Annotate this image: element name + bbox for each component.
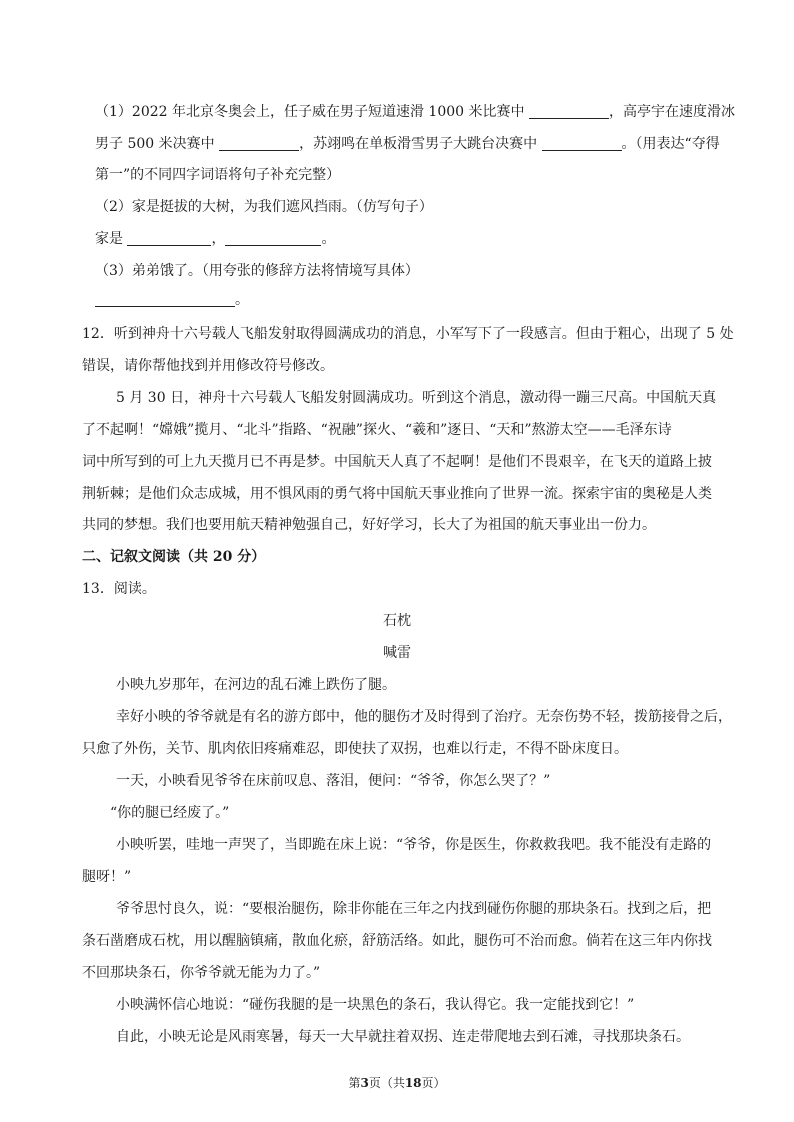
- answer-blank-5[interactable]: [225, 231, 321, 246]
- answer-blank-2[interactable]: [219, 136, 299, 151]
- story-line: 小映满怀信心地说：“碰伤我腿的是一块黑色的条石，我认得它。我一定能找到它！”: [116, 997, 635, 1013]
- q11-part1-text-d: ，苏翊鸣在单板滑雪男子大跳台决赛中: [299, 136, 542, 152]
- q12-passage-line: 了不起啊！“嫦娥”揽月、“北斗”指路、“祝融”探火、“羲和”逐日、“天和”熬游太空——毛泽东诗: [82, 422, 672, 438]
- q11-part1-text-e: 。（用表达“夺得: [621, 136, 720, 152]
- page-footer: [0, 1075, 794, 1092]
- story-author: 喊雷: [383, 645, 411, 661]
- story-line: 只愈了外伤，关节、肌肉依旧疼痛难忍，即使扶了双拐，也难以行走，不得不卧床度日。: [82, 741, 628, 757]
- story-line: 条石凿磨成石枕，用以醒脑镇痛，散血化瘀，舒筋活络。如此，腿伤可不治而愈。倘若在这三年内你找: [82, 933, 712, 949]
- q11-part2-text-c: 。: [321, 231, 336, 247]
- answer-blank-1[interactable]: [529, 104, 609, 119]
- answer-blank-3[interactable]: [542, 136, 622, 151]
- q12-passage-line: 5 月 30 日，神舟十六号载人飞船发射圆满成功。听到这个消息，激动得一蹦三尺高。中国航天真: [116, 390, 717, 406]
- q11-part2-text-a: 家是: [95, 231, 128, 247]
- q11-part2-prompt: （2）家是挺拔的大树，为我们遮风挡雨。（仿写句子）: [95, 199, 433, 215]
- q12-passage-line: 共同的梦想。我们也要用航天精神勉强自己，好好学习，长大了为祖国的航天事业出一份力。: [82, 517, 656, 533]
- q11-part3-end: 。: [235, 292, 249, 308]
- footer-total-pages: 18: [404, 1076, 422, 1090]
- story-line: 小映九岁那年，在河边的乱石滩上跌伤了腿。: [116, 677, 396, 693]
- story-line: “你的腿已经废了。”: [110, 805, 230, 821]
- story-line: 一天，小映看见爷爷在床前叹息、落泪，便问：“爷爷，你怎么哭了？”: [116, 773, 551, 789]
- q11-part1-line1: [95, 104, 735, 121]
- q11-part2-answer-line: [95, 231, 335, 248]
- answer-blank-4[interactable]: [127, 231, 211, 246]
- q11-part1-text-a: （1）2022 年北京冬奥会上，任子威在男子短道速滑 1000 米比赛中: [95, 104, 529, 120]
- q12-passage-line: 词中所写到的可上九天揽月已不再是梦。中国航天人真了不起啊！是他们不畏艰辛，在飞天的道路上披: [82, 454, 712, 470]
- story-line: 腿呀！”: [82, 869, 132, 885]
- q11-part1-line2: [95, 136, 720, 153]
- section-heading: 二、记叙文阅读（共 20 分）: [82, 549, 266, 565]
- q12-prompt-line1: 12．听到神舟十六号载人飞船发射取得圆满成功的消息，小军写下了一段感言。但由于粗心，出现了 5 处: [82, 326, 734, 342]
- footer-mid: 页（共: [368, 1076, 405, 1090]
- q11-part2-text-b: ，: [211, 231, 226, 247]
- story-line: 爷爷思忖良久，说：“要根治腿伤，除非你能在三年之内找到碰伤你腿的那块条石。找到之后，把: [116, 901, 712, 917]
- answer-blank-6[interactable]: [95, 292, 235, 307]
- footer-page-number: 3: [360, 1076, 369, 1090]
- q11-part3-answer-line: [95, 292, 249, 309]
- q12-prompt-line2: 错误，请你帮他找到并用修改符号修改。: [82, 358, 334, 374]
- q13-label: 13．阅读。: [82, 581, 156, 597]
- story-line: 幸好小映的爷爷就是有名的游方郎中，他的腿伤才及时得到了治疗。无奈伤势不轻，拨筋接骨之后，: [116, 709, 732, 725]
- q11-part1-line3: 第一”的不同四字词语将句子补充完整）: [95, 167, 341, 183]
- q11-part3-prompt: （3）弟弟饿了。（用夸张的修辞方法将情境写具体）: [95, 263, 419, 279]
- q11-part1-text-c: 男子 500 米决赛中: [95, 136, 220, 152]
- footer-suffix: 页）: [421, 1076, 446, 1090]
- story-line: 不回那块条石，你爷爷就无能为力了。”: [82, 965, 321, 981]
- q12-passage-line: 荆斩棘；是他们众志成城，用不惧风雨的勇气将中国航天事业推向了世界一流。探索宇宙的奥秘是人类: [82, 486, 712, 502]
- q11-part1-text-b: ，高亭宇在速度滑冰: [608, 104, 735, 120]
- story-line: 小映听罢，哇地一声哭了，当即跪在床上说：“爷爷，你是医生，你救救我吧。我不能没有走路的: [116, 837, 712, 853]
- story-title: 石枕: [383, 613, 411, 629]
- story-line: 自此，小映无论是风雨寒暑，每天一大早就拄着双拐、连走带爬地去到石滩，寻找那块条石。: [116, 1029, 690, 1045]
- footer-prefix: 第: [348, 1076, 361, 1090]
